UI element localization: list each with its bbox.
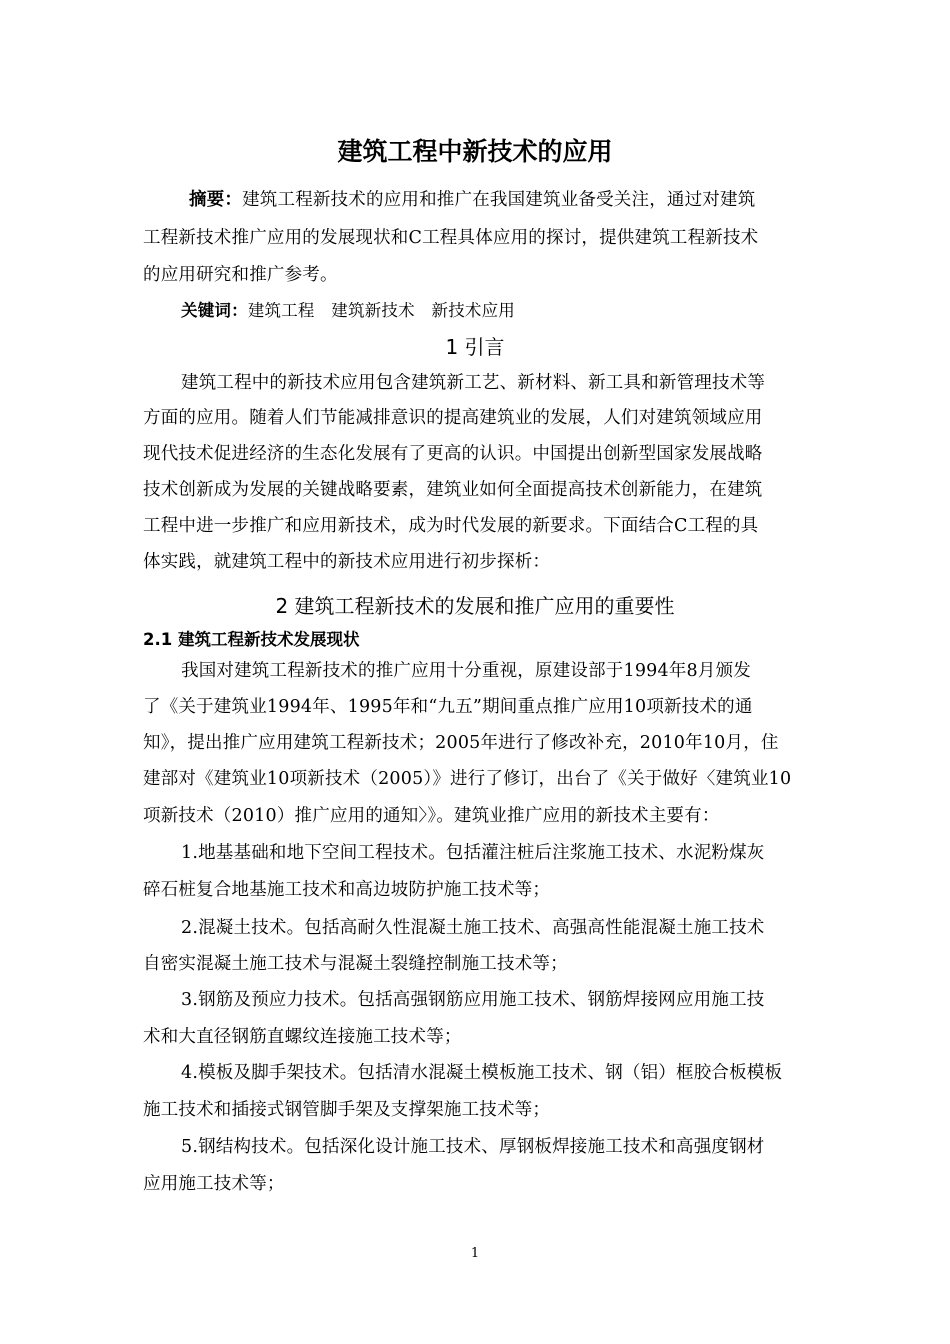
- section-2-1-heading: 2.1 建筑工程新技术发展现状: [143, 630, 360, 649]
- keywords-text: 建筑工程 建筑新技术 新技术应用: [247, 301, 516, 320]
- section-2-1-line: 项新技术（2010）推广应用的通知〉》。建筑业推广应用的新技术主要有：: [143, 806, 720, 826]
- list-item: 2.混凝土技术。包括高耐久性混凝土施工技术、高强高性能混凝土施工技术: [181, 918, 765, 938]
- list-item: 应用施工技术等；: [143, 1174, 285, 1194]
- abstract-line-3: 的应用研究和推广参考。: [143, 265, 338, 285]
- section-2-1-line: 了《关于建筑业1994年、1995年和“九五”期间重点推广应用10项新技术的通: [143, 697, 753, 717]
- section-1-line: 方面的应用。随着人们节能减排意识的提高建筑业的发展，人们对建筑领域应用: [143, 408, 763, 428]
- list-item: 5.钢结构技术。包括深化设计施工技术、厚钢板焊接施工技术和高强度钢材: [181, 1137, 765, 1157]
- section-1-line: 技术创新成为发展的关键战略要素，建筑业如何全面提高技术创新能力，在建筑: [143, 480, 763, 500]
- section-1-line: 建筑工程中的新技术应用包含建筑新工艺、新材料、新工具和新管理技术等: [181, 373, 766, 393]
- list-item: 术和大直径钢筋直螺纹连接施工技术等；: [143, 1027, 462, 1047]
- list-item: 1.地基基础和地下空间工程技术。包括灌注桩后注浆施工技术、水泥粉煤灰: [181, 843, 765, 863]
- keywords-line: [181, 297, 849, 321]
- section-2-heading: 2 建筑工程新技术的发展和推广应用的重要性: [275, 594, 675, 618]
- abstract-line-1: [189, 186, 857, 211]
- abstract-line-2: 工程新技术推广应用的发展现状和C工程具体应用的探讨，提供建筑工程新技术: [143, 228, 759, 248]
- list-item: 3.钢筋及预应力技术。包括高强钢筋应用施工技术、钢筋焊接网应用施工技: [181, 990, 765, 1010]
- list-item: 4.模板及脚手架技术。包括清水混凝土模板施工技术、钢（铝）框胶合板模板: [181, 1063, 783, 1083]
- page-number: 1: [470, 1246, 480, 1261]
- list-item: 碎石桩复合地基施工技术和高边坡防护施工技术等；: [143, 880, 551, 900]
- section-2-1-line: 知》，提出推广应用建筑工程新技术；2005年进行了修改补充，2010年10月，住: [143, 733, 779, 753]
- section-1-line: 现代技术促进经济的生态化发展有了更高的认识。中国提出创新型国家发展战略: [143, 444, 763, 464]
- list-item: 施工技术和插接式钢管脚手架及支撑架施工技术等；: [143, 1100, 551, 1120]
- section-1-line: 工程中进一步推广和应用新技术，成为时代发展的新要求。下面结合C工程的具: [143, 516, 759, 536]
- list-item: 自密实混凝土施工技术与混凝土裂缝控制施工技术等；: [143, 954, 568, 974]
- section-2-1-line: 建部对《建筑业10项新技术（2005）》进行了修订，出台了《关于做好〈建筑业10: [143, 769, 792, 789]
- abstract-label: 摘要：: [189, 190, 243, 210]
- section-1-heading: 1 引言: [445, 335, 505, 359]
- abstract-text: 建筑工程新技术的应用和推广在我国建筑业备受关注，通过对建筑: [242, 190, 756, 210]
- keywords-label: 关键词：: [181, 301, 248, 320]
- section-1-line: 体实践，就建筑工程中的新技术应用进行初步探析：: [143, 552, 551, 572]
- section-2-1-line: 我国对建筑工程新技术的推广应用十分重视，原建设部于1994年8月颁发: [181, 661, 751, 681]
- document-title: 建筑工程中新技术的应用: [337, 137, 613, 166]
